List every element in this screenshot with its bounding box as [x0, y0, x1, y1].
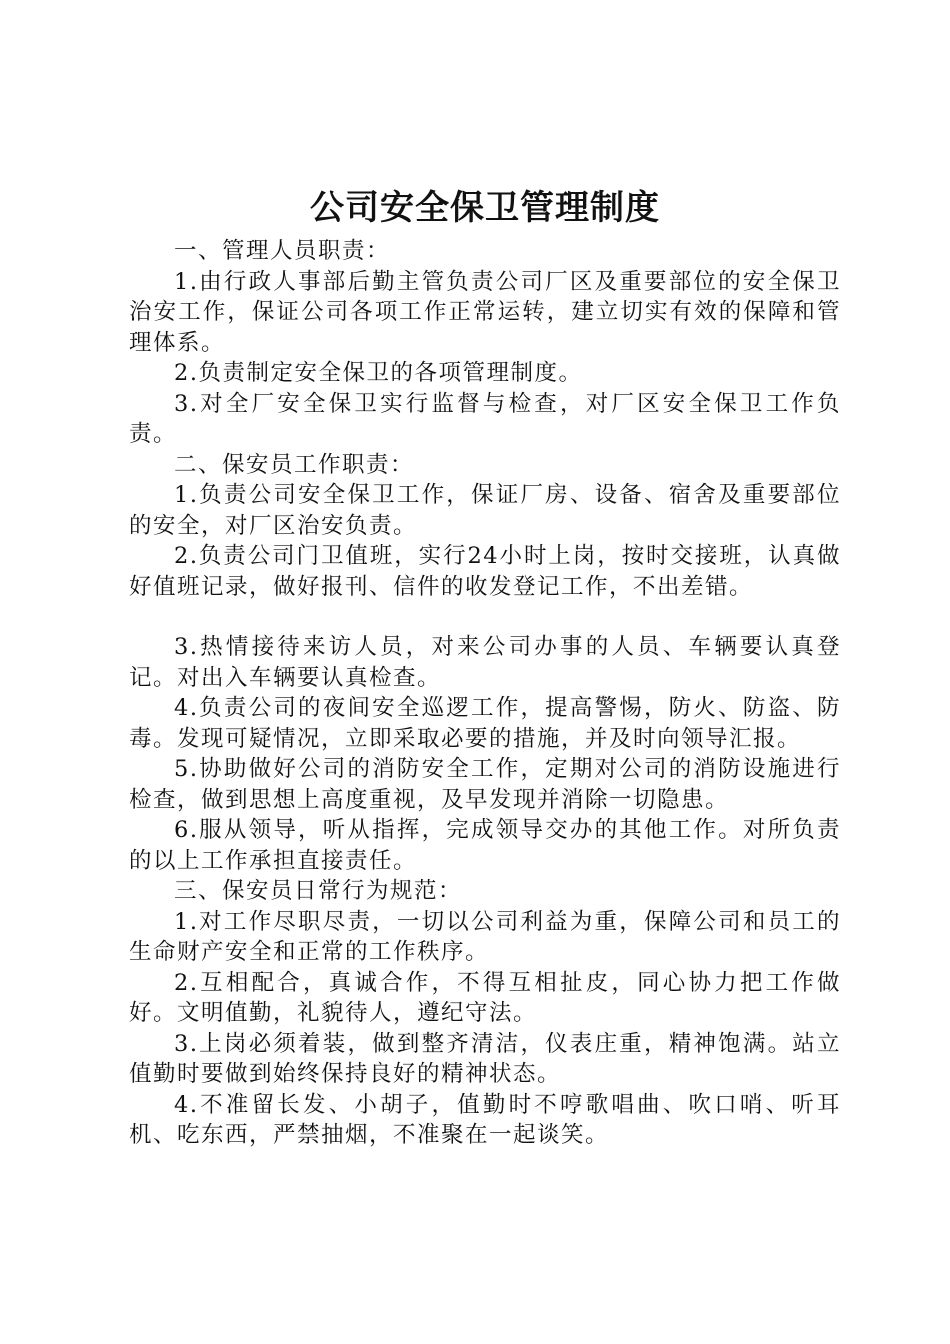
paragraph: 3.热情接待来访人员，对来公司办事的人员、车辆要认真登记。对出入车辆要认真检查。: [129, 634, 841, 691]
section-heading-3: 三、保安员日常行为规范：: [174, 878, 463, 904]
paragraph: 6.服从领导，听从指挥，完成领导交办的其他工作。对所负责的以上工作承担直接责任。: [129, 817, 841, 874]
paragraph: 1.对工作尽职尽责，一切以公司利益为重，保障公司和员工的生命财产安全和正常的工作秩序。: [129, 908, 841, 965]
section-heading-2: 二、保安员工作职责：: [174, 451, 415, 478]
paragraph: 4.负责公司的夜间安全巡逻工作，提高警惕，防火、防盗、防毒。发现可疑情况，立即采取必要的措施，并及时向领导汇报。: [129, 695, 841, 752]
paragraph: 2.负责公司门卫值班，实行24小时上岗，按时交接班，认真做好值班记录，做好报刊、信件的收发登记工作，不出差错。: [129, 543, 841, 600]
paragraph: 3.上岗必须着装，做到整齐清洁，仪表庄重，精神饱满。站立值勤时要做到始终保持良好的精神状态。: [129, 1030, 841, 1087]
document-page: [129, 180, 841, 1151]
paragraph: 1.负责公司安全保卫工作，保证厂房、设备、宿舍及重要部位的安全，对厂区治安负责。: [129, 482, 841, 539]
paragraph: 4.不准留长发、小胡子，值勤时不哼歌唱曲、吹口哨、听耳机、吃东西，严禁抽烟，不准聚在一起谈笑。: [129, 1091, 841, 1148]
document-title: 公司安全保卫管理制度: [310, 188, 660, 228]
paragraph: 2.负责制定安全保卫的各项管理制度。: [174, 360, 583, 386]
paragraph: 1.由行政人事部后勤主管负责公司厂区及重要部位的安全保卫治安工作，保证公司各项工作正常运转，建立切实有效的保障和管理体系。: [129, 268, 841, 356]
section-heading-1: 一、管理人员职责：: [174, 238, 391, 264]
paragraph: 2.互相配合，真诚合作，不得互相扯皮，同心协力把工作做好。文明值勤，礼貌待人，遵纪守法。: [129, 969, 841, 1026]
paragraph: 5.协助做好公司的消防安全工作，定期对公司的消防设施进行检查，做到思想上高度重视，及早发现并消除一切隐患。: [129, 756, 841, 813]
paragraph: 3.对全厂安全保卫实行监督与检查，对厂区安全保卫工作负责。: [129, 390, 841, 447]
blank-line: [129, 602, 841, 632]
